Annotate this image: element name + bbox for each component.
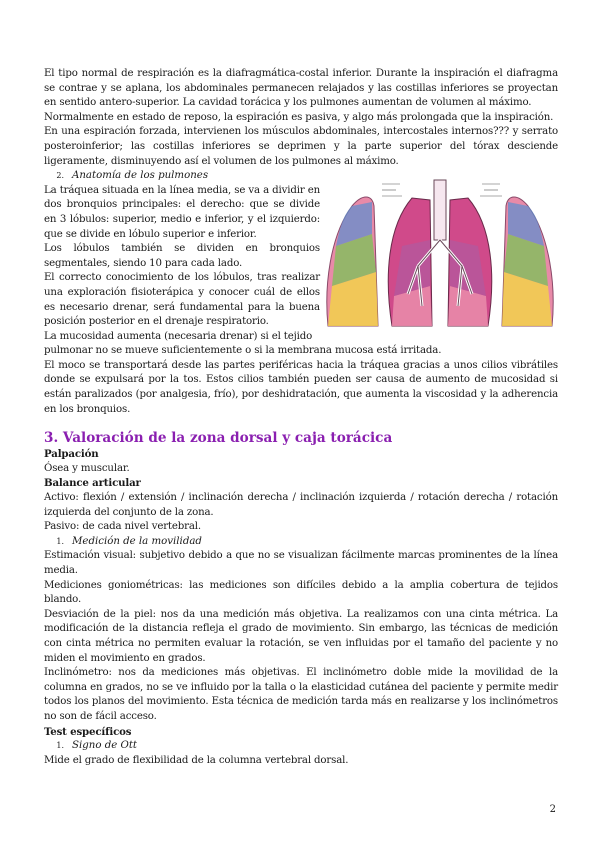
- balance-label: Balance articular: [44, 477, 141, 490]
- paragraph-goniometric: Mediciones goniométricas: las mediciones son difíciles debido a la amplia cobertura de tejidos blando.: [44, 579, 558, 606]
- paragraph-breathing-normal: El tipo normal de respiración es la diafragmática-costal inferior. Durante la inspiración el diafragma se contrae y se aplana, los abdominales permanecen relajados y las costillas inferiores se proyectan en sentido antero-superior. La cavidad torácica y los pulmones aumentan de volumen al máximo.: [44, 68, 558, 109]
- paragraph-drainage: El correcto conocimiento de los lóbulos, tras realizar una exploración fisioterápica y conocer cuál de ellos es necesario drenar, será fundamental para la buena posición posterior en el drenaje respiratorio.: [44, 272, 320, 328]
- paragraph-visual: Estimación visual: subjetivo debido a que no se visualizan fácilmente marcas prominentes de la línea media.: [44, 550, 558, 576]
- paragraph-forced-expiration: En una espiración forzada, intervienen los músculos abdominales, intercostales internos??? y serrato posteroinferior; las costillas inferiores se deprimen y la parte superior del tórax desciende ligeramente, disminuyendo así el volumen de los pulmones al máximo.: [44, 126, 558, 167]
- section-2-title: 2. Anatomía de los pulmones: [44, 169, 558, 184]
- paragraph-trachea: La tráquea situada en la línea media, se va a dividir en dos bronquios principales: el derecho: que se divide en 3 lóbulos: superior, medio e inferior, y el izquierdo: que se divide en lóbulo superior e inferior.: [44, 184, 320, 240]
- section-2-number: 2.: [56, 171, 64, 181]
- lung-anatomy-illustration: [322, 176, 558, 336]
- lung-text-narrow: [44, 184, 320, 345]
- paragraph-rest-expiration: Normalmente en estado de reposo, la espiración es pasiva, y algo más prolongada que la inspiración.: [44, 111, 554, 123]
- palpacion-text: Ósea y muscular.: [44, 462, 130, 474]
- paragraph-mucus-cont: pulmonar no se mueve suficientemente o si la membrana mucosa está irritada.: [44, 345, 442, 357]
- balance-activo: Activo: flexión / extensión / inclinación derecha / inclinación izquierda / rotación derecha / rotación izquierda del conjunto de la zona.: [44, 492, 558, 518]
- paragraph-cilia: El moco se transportará desde las partes periféricas hacia la tráquea gracias a unos cilios vibrátiles donde se expulsará por la tos. Estos cilios también pueden ser causa de aumento de mucosidad si están paralizados (por analgesia, frío), por deshidratación, que aumenta la viscosidad y la adherencia en los bronquios.: [44, 359, 558, 415]
- balance-pasivo: Pasivo: de cada nivel vertebral.: [44, 521, 201, 533]
- subsection-ott-title: 1. Signo de Ott: [56, 740, 138, 752]
- palpacion-label: Palpación: [44, 448, 99, 461]
- section-3-heading: 3. Valoración de la zona dorsal y caja torácica: [44, 430, 393, 447]
- subsection-movilidad-title: 1. Medición de la movilidad: [56, 535, 202, 547]
- paragraph-skin: Desviación de la piel: nos da una medición más objetiva. La realizamos con una cinta métrica. La modificación de la distancia refleja el grado de movimiento. Sin embargo, las técnicas de medición con cinta métrica no permiten evaluar la rotación, se ven influidas por el tamaño del paciente y no miden el movimiento en grados.: [44, 608, 558, 664]
- paragraph-ott: Mide el grado de flexibilidad de la columna vertebral dorsal.: [44, 754, 349, 766]
- paragraph-mucus-start: La mucosidad aumenta (necesaria drenar) si el tejido: [44, 330, 313, 342]
- page-number: 2: [549, 804, 556, 815]
- paragraph-inclinometer: Inclinómetro: nos da mediciones más objetivas. El inclinómetro doble mide la movilidad de la columna en grados, no se ve influido por la talla o la elasticidad cutánea del paciente y permite medir todos los planos del movimiento. Esta técnica de medición tarda más en realizarse y los inclinómetros no son de fácil acceso.: [44, 667, 558, 722]
- test-label: Test específicos: [44, 725, 132, 738]
- paragraph-lobes: Los lóbulos también se dividen en bronquios segmentales, siendo 10 para cada lado.: [44, 243, 320, 269]
- intro-block: [44, 67, 558, 768]
